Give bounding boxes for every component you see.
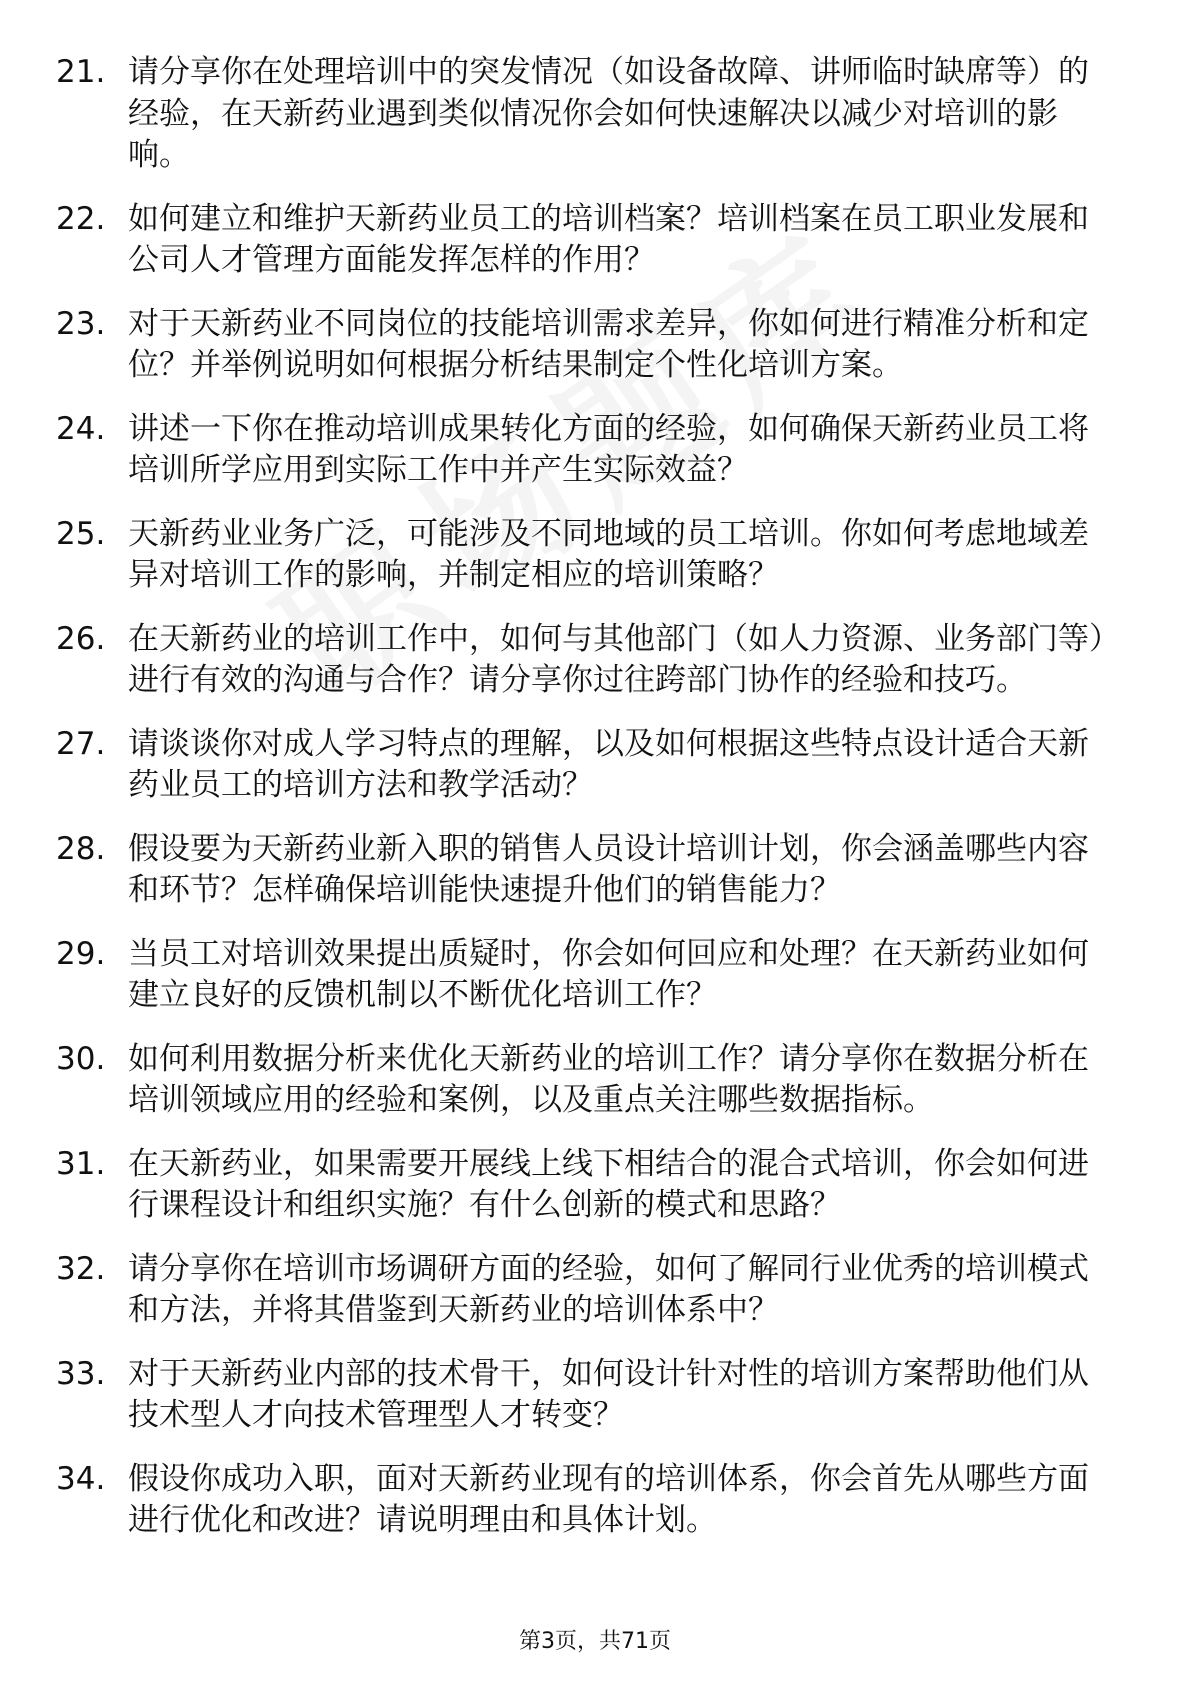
question-item xyxy=(56,514,1118,597)
question-item xyxy=(56,1249,1118,1332)
question-text: 在天新药业的培训工作中，如何与其他部门（如人力资源、业务部门等）进行有效的沟通与合作？请分享你过往跨部门协作的经验和技巧。 xyxy=(128,620,1105,698)
question-text: 天新药业业务广泛，可能涉及不同地域的员工培训。你如何考虑地域差异对培训工作的影响，并制定相应的培训策略？ xyxy=(128,515,1089,593)
page-footer: 第3页，共71页 xyxy=(519,1629,671,1654)
question-number: 27. xyxy=(56,725,106,762)
question-item xyxy=(56,934,1118,1017)
question-number: 33. xyxy=(56,1355,106,1392)
question-number: 25. xyxy=(56,515,106,552)
question-item xyxy=(56,1039,1118,1122)
question-number: 29. xyxy=(56,935,106,972)
question-text: 对于天新药业内部的技术骨干，如何设计针对性的培训方案帮助他们从技术型人才向技术管理型人才转变？ xyxy=(128,1355,1089,1433)
question-text: 请分享你在处理培训中的突发情况（如设备故障、讲师临时缺席等）的经验，在天新药业遇到类似情况你会如何快速解决以减少对培训的影响。 xyxy=(128,54,1089,173)
question-text: 假设你成功入职，面对天新药业现有的培训体系，你会首先从哪些方面进行优化和改进？请说明理由和具体计划。 xyxy=(128,1460,1089,1538)
question-number: 22. xyxy=(56,200,106,237)
question-text: 当员工对培训效果提出质疑时，你会如何回应和处理？在天新药业如何建立良好的反馈机制以不断优化培训工作？ xyxy=(128,935,1089,1013)
question-list xyxy=(56,52,1118,1564)
question-number: 31. xyxy=(56,1145,106,1182)
question-text: 在天新药业，如果需要开展线上线下相结合的混合式培训，你会如何进行课程设计和组织实施？有什么创新的模式和思路？ xyxy=(128,1145,1089,1223)
question-number: 30. xyxy=(56,1040,106,1077)
question-number: 23. xyxy=(56,305,106,342)
question-number: 28. xyxy=(56,830,106,867)
question-item xyxy=(56,1459,1118,1542)
question-number: 24. xyxy=(56,410,106,447)
question-item xyxy=(56,304,1118,387)
question-text: 对于天新药业不同岗位的技能培训需求差异，你如何进行精准分析和定位？并举例说明如何根据分析结果制定个性化培训方案。 xyxy=(128,305,1089,383)
question-number: 21. xyxy=(56,54,106,90)
question-number: 32. xyxy=(56,1250,106,1287)
question-item xyxy=(56,1354,1118,1437)
question-item xyxy=(56,619,1118,702)
question-text: 请谈谈你对成人学习特点的理解，以及如何根据这些特点设计适合天新药业员工的培训方法和教学活动？ xyxy=(128,725,1089,803)
question-text: 讲述一下你在推动培训成果转化方面的经验，如何确保天新药业员工将培训所学应用到实际工作中并产生实际效益？ xyxy=(128,410,1089,488)
question-text: 假设要为天新药业新入职的销售人员设计培训计划，你会涵盖哪些内容和环节？怎样确保培训能快速提升他们的销售能力？ xyxy=(128,830,1089,908)
question-number: 26. xyxy=(56,620,106,657)
question-item xyxy=(56,409,1118,492)
question-number: 34. xyxy=(56,1460,106,1497)
question-text: 如何建立和维护天新药业员工的培训档案？培训档案在员工职业发展和公司人才管理方面能发挥怎样的作用？ xyxy=(128,200,1089,278)
question-text: 如何利用数据分析来优化天新药业的培训工作？请分享你在数据分析在培训领域应用的经验和案例，以及重点关注哪些数据指标。 xyxy=(128,1040,1089,1118)
question-item xyxy=(56,829,1118,912)
question-item xyxy=(56,1144,1118,1227)
question-item xyxy=(56,199,1118,282)
question-item xyxy=(56,52,1118,177)
question-item xyxy=(56,724,1118,807)
question-text: 请分享你在培训市场调研方面的经验，如何了解同行业优秀的培训模式和方法，并将其借鉴到天新药业的培训体系中？ xyxy=(128,1250,1089,1328)
